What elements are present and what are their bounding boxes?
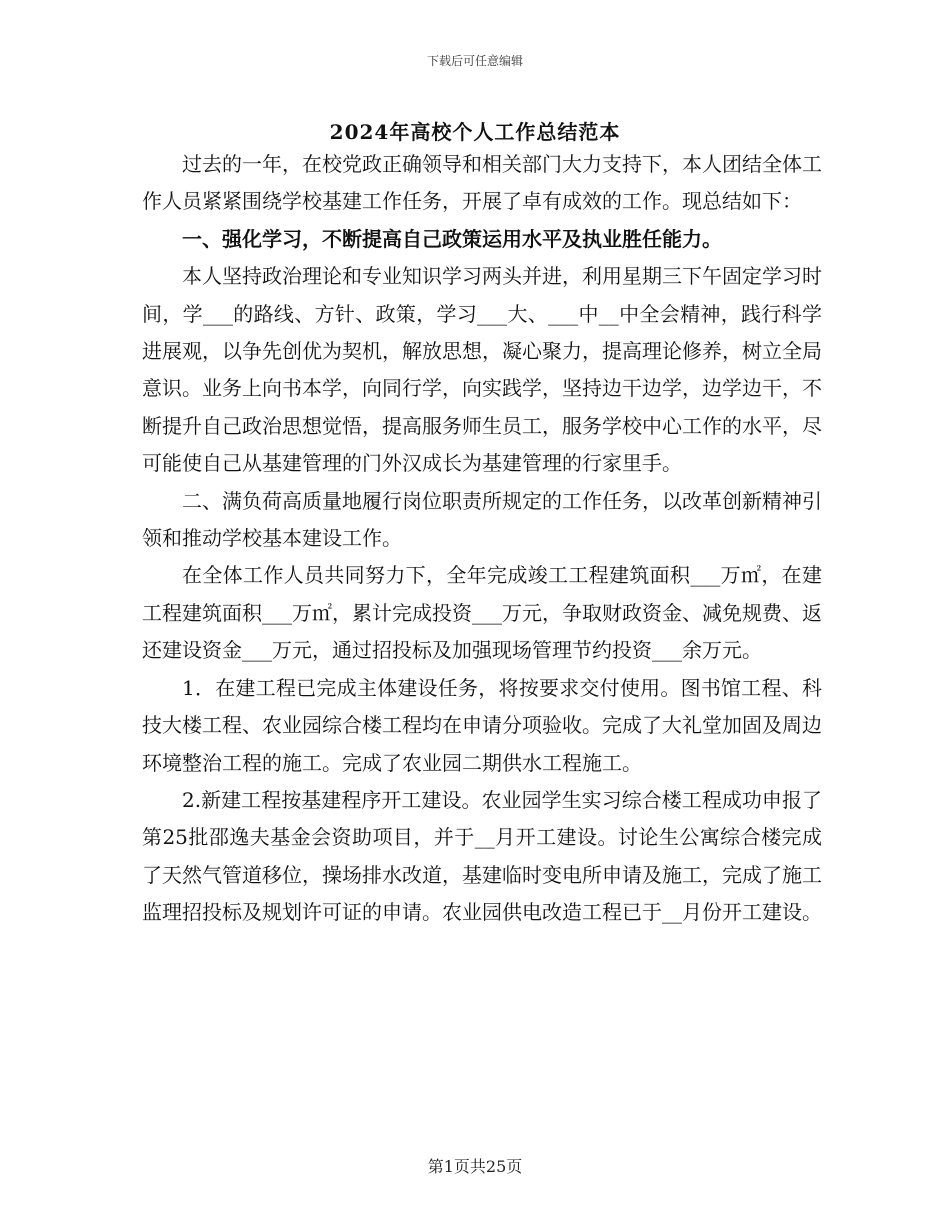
item-1-paragraph: 1．在建工程已完成主体建设任务，将按要求交付使用。图书馆工程、科技大楼工程、农业园综合楼工程均在申请分项验收。完成了大礼堂加固及周边环境整治工程的施工。完成了农业园二期供水工程施工。: [142, 675, 822, 775]
item-2-paragraph: 2.新建工程按基建程序开工建设。农业园学生实习综合楼工程成功申报了第25批邵逸夫基金会资助项目，并于__月开工建设。讨论生公寓综合楼完成了天然气管道移位，操场排水改道，基建临时变电所申请及施工，完成了施工监理招投标及规划许可证的申请。农业园供电改造工程已于__月份开工建设。: [142, 787, 822, 925]
study-paragraph: 本人坚持政治理论和专业知识学习两头并进，利用星期三下午固定学习时间，学___的路线、方针、政策，学习___大、___中__中全会精神，践行科学进展观，以争先创优为契机，解放思想，凝心聚力，提高理论修养，树立全局意识。业务上向书本学，向同行学，向实践学，坚持边干边学，边学边干，不断提升自己政治思想觉悟，提高服务师生员工，服务学校中心工作的水平，尽可能使自己从基建管理的门外汉成长为基建管理的行家里手。: [142, 264, 822, 476]
download-edit-note: 下载后可任意编辑: [426, 54, 523, 68]
section-heading-1: 一、强化学习，不断提高自己政策运用水平及执业胜任能力。: [182, 226, 722, 251]
document-title: 2024年高校个人工作总结范本: [329, 120, 621, 144]
page-number-footer: 第1页共25页: [427, 1157, 523, 1176]
section-heading-2: 二、满负荷高质量地履行岗位职责所规定的工作任务，以改革创新精神引领和推动学校基本建设工作。: [142, 488, 822, 551]
achievements-paragraph: 在全体工作人员共同努力下，全年完成竣工工程建筑面积___万㎡，在建工程建筑面积___万㎡，累计完成投资___万元，争取财政资金、减免规费、返还建设资金___万元，通过招投标及加强现场管理节约投资___余万元。: [142, 563, 822, 663]
document-body: [142, 146, 822, 932]
intro-paragraph: 过去的一年，在校党政正确领导和相关部门大力支持下，本人团结全体工作人员紧紧围绕学校基建工作任务，开展了卓有成效的工作。现总结如下：: [142, 152, 822, 214]
